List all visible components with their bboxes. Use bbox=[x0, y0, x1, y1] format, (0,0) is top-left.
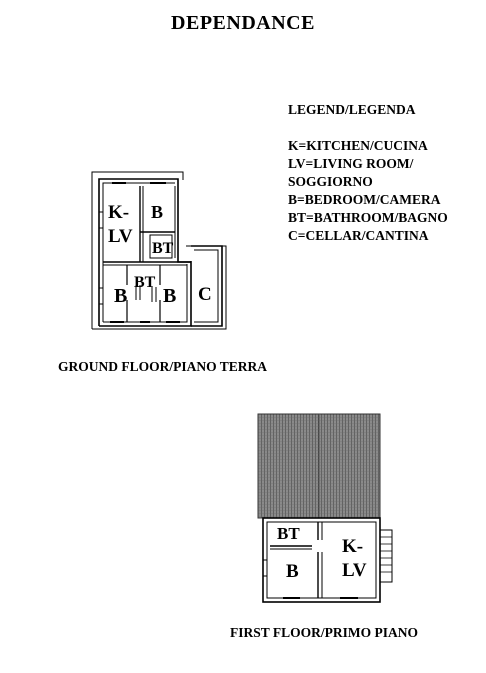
room-label-bathroom: BT bbox=[277, 524, 300, 543]
legend-title: LEGEND/LEGENDA bbox=[288, 102, 416, 117]
legend-item: LV=LIVING ROOM/ bbox=[288, 156, 414, 171]
legend-item: B=BEDROOM/CAMERA bbox=[288, 192, 441, 207]
room-label-kitchen-living: LV bbox=[108, 226, 133, 247]
room-label-bathroom: BT bbox=[134, 274, 156, 291]
legend-item: C=CELLAR/CANTINA bbox=[288, 228, 429, 243]
room-label-kitchen-living: K- bbox=[108, 202, 130, 223]
room-label-kitchen-living: K- bbox=[342, 536, 364, 557]
room-label-bedroom: B bbox=[114, 285, 128, 307]
roof-area bbox=[258, 414, 380, 518]
room-label-cellar: C bbox=[198, 284, 212, 305]
legend-item: BT=BATHROOM/BAGNO bbox=[288, 210, 448, 225]
room-label-kitchen-living: LV bbox=[342, 560, 367, 581]
room-label-bedroom: B bbox=[286, 561, 299, 582]
room-label-bedroom: B bbox=[151, 202, 164, 222]
first-floor-caption: FIRST FLOOR/PRIMO PIANO bbox=[230, 625, 419, 640]
legend-item: SOGGIORNO bbox=[288, 174, 373, 189]
room-label-bedroom: B bbox=[163, 285, 177, 307]
legend-item: K=KITCHEN/CUCINA bbox=[288, 138, 428, 153]
room-label-bathroom: BT bbox=[152, 240, 174, 257]
ground-floor-caption: GROUND FLOOR/PIANO TERRA bbox=[58, 359, 268, 374]
page-title: DEPENDANCE bbox=[171, 12, 315, 34]
